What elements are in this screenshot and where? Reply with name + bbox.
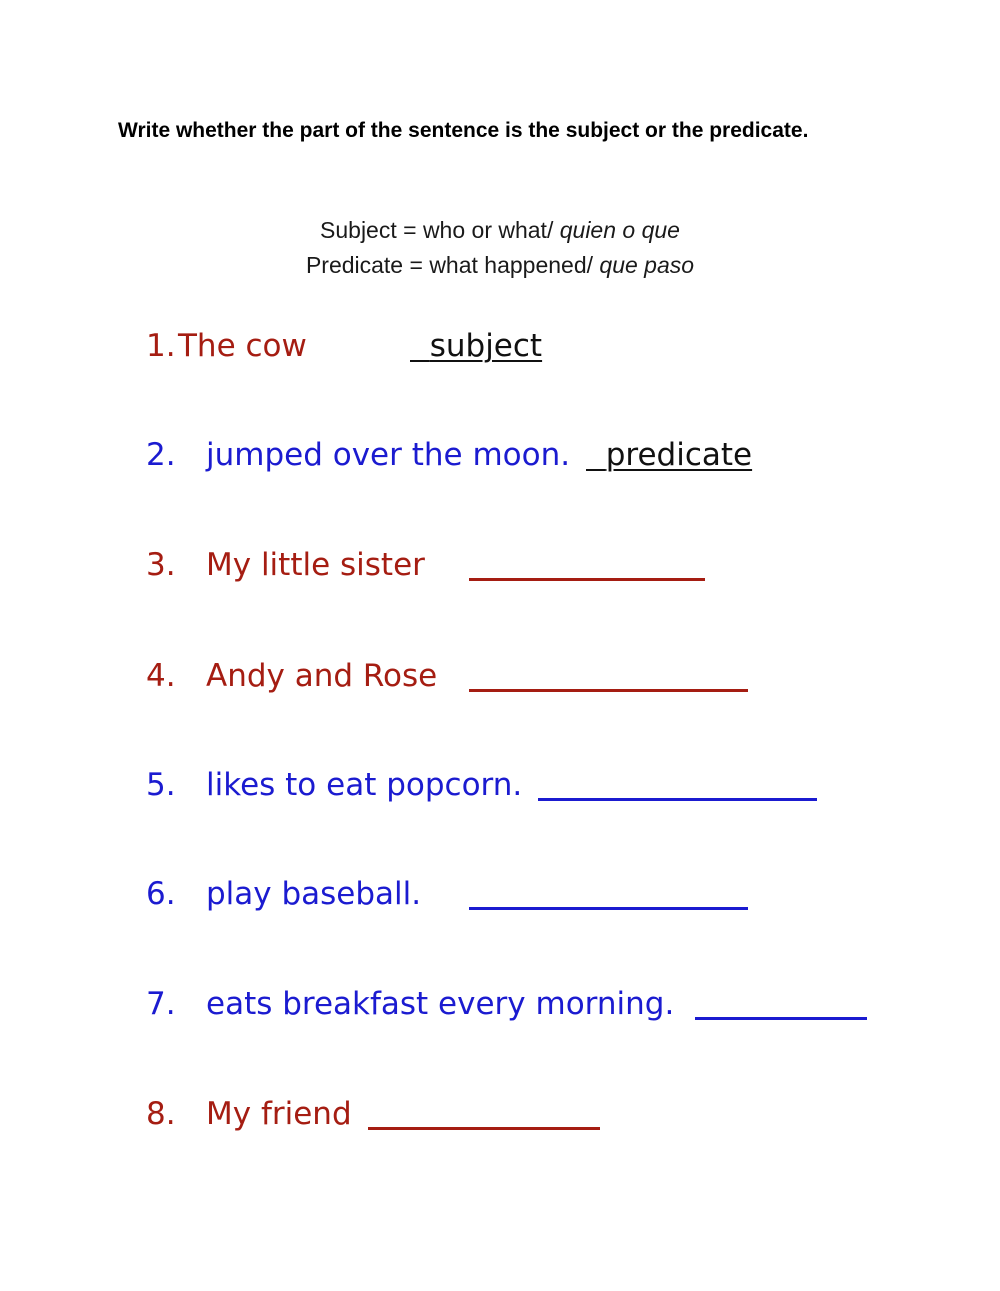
answer-blank[interactable] <box>469 689 748 692</box>
question-number: 6. <box>146 876 176 912</box>
question-phrase: Andy and Rose <box>206 658 438 694</box>
question-item-3 <box>146 545 425 585</box>
answer-blank[interactable] <box>469 907 748 910</box>
question-phrase: My little sister <box>206 547 425 583</box>
question-phrase: My friend <box>206 1096 352 1132</box>
answer-field[interactable] <box>410 326 542 366</box>
question-item-5 <box>146 765 523 805</box>
predicate-definition-term: Predicate = what happened/ <box>305 252 600 278</box>
predicate-definition-translation: que paso <box>599 252 695 278</box>
answer-blank[interactable] <box>538 798 817 801</box>
question-phrase: play baseball. <box>206 876 422 912</box>
question-number: 1. <box>146 328 176 364</box>
question-number: 4. <box>146 658 176 694</box>
answer-text: predicate <box>605 437 753 473</box>
subject-definition <box>0 215 1000 245</box>
question-phrase: eats breakfast every morning. <box>206 986 675 1022</box>
question-phrase: The cow <box>178 328 307 364</box>
answer-field[interactable] <box>586 435 752 475</box>
question-number: 5. <box>146 767 176 803</box>
subject-definition-term: Subject = who or what/ <box>320 217 560 243</box>
question-phrase: jumped over the moon. <box>206 437 571 473</box>
question-item-8 <box>146 1094 352 1134</box>
question-item-1 <box>146 326 543 366</box>
question-item-2 <box>146 435 753 475</box>
question-phrase: likes to eat popcorn. <box>206 767 523 803</box>
question-item-7 <box>146 984 675 1024</box>
answer-blank[interactable] <box>368 1127 600 1130</box>
answer-blank[interactable] <box>695 1017 867 1020</box>
question-item-4 <box>146 656 438 696</box>
question-number: 7. <box>146 986 176 1022</box>
predicate-definition <box>0 250 1000 280</box>
answer-text: subject <box>429 328 543 364</box>
question-item-6 <box>146 874 422 914</box>
subject-definition-translation: quien o que <box>559 217 680 243</box>
instructions: Write whether the part of the sentence is the subject or the predicate. <box>118 119 809 142</box>
answer-blank[interactable] <box>469 578 705 581</box>
question-number: 2. <box>146 437 176 473</box>
question-number: 3. <box>146 547 176 583</box>
question-number: 8. <box>146 1096 176 1132</box>
